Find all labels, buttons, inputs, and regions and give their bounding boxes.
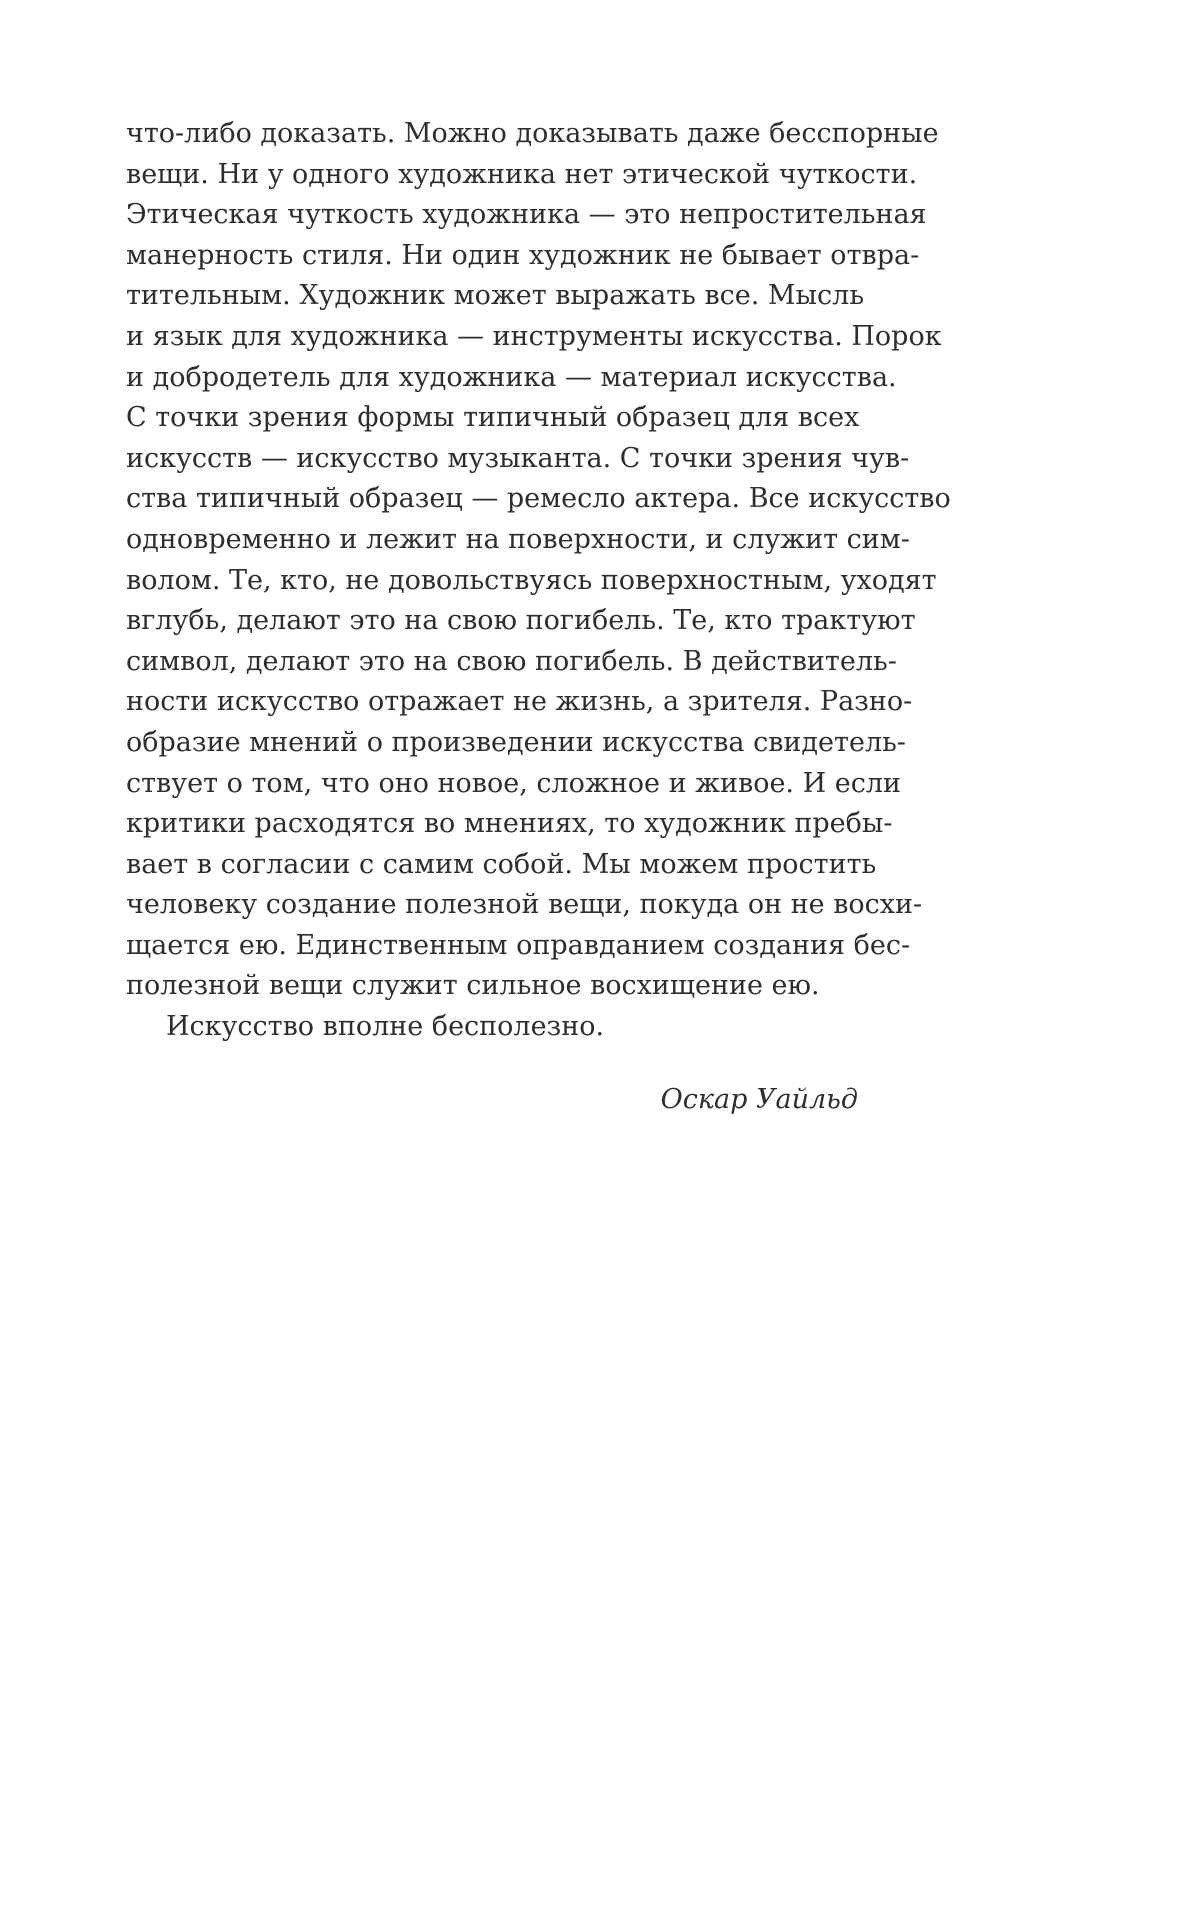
text-line: ствует о том, что оно новое, сложное и живое. И если <box>126 767 901 799</box>
text-line: человеку создание полезной вещи, покуда он не восхи- <box>126 889 923 921</box>
text-line: критики расходятся во мнениях, то художник пребы- <box>126 808 893 840</box>
text-line: одновременно и лежит на поверхности, и служит сим- <box>126 523 910 555</box>
text-line: вещи. Ни у одного художника нет этической чуткости. <box>126 158 918 190</box>
text-line: ства типичный образец — ремесло актера. Все искусство <box>126 483 951 515</box>
text-line: искусств — искусство музыканта. С точки зрения чув- <box>126 442 910 474</box>
author-signature: Оскар Уайльд <box>660 1084 858 1115</box>
closing-line: Искусство вполне бесполезно. <box>166 1011 605 1043</box>
text-line: волом. Те, кто, не довольствуясь поверхностным, уходят <box>126 564 937 596</box>
text-line: полезной вещи служит сильное восхищение ею. <box>126 970 820 1002</box>
text-line: С точки зрения формы типичный образец для всех <box>126 402 860 434</box>
text-line: тительным. Художник может выражать все. Мысль <box>126 280 865 312</box>
text-line: ности искусство отражает не жизнь, а зрителя. Разно- <box>126 686 913 718</box>
text-line: вает в согласии с самим собой. Мы можем простить <box>126 848 877 880</box>
text-line: вглубь, делают это на свою погибель. Те, кто трактуют <box>126 605 916 637</box>
text-line: и добродетель для художника — материал искусства. <box>126 361 897 393</box>
text-line: щается ею. Единственным оправданием создания бес- <box>126 929 911 961</box>
text-line: и язык для художника — инструменты искусства. Порок <box>126 320 942 352</box>
text-line: образие мнений о произведении искусства свидетель- <box>126 726 906 758</box>
text-line: манерность стиля. Ни один художник не бывает отвра- <box>126 239 920 271</box>
text-line: символ, делают это на свою погибель. В действитель- <box>126 645 897 677</box>
text-line: что-либо доказать. Можно доказывать даже бесспорные <box>126 118 939 149</box>
preface-text <box>126 114 951 1048</box>
text-line: Этическая чуткость художника — это непростительная <box>126 199 927 231</box>
